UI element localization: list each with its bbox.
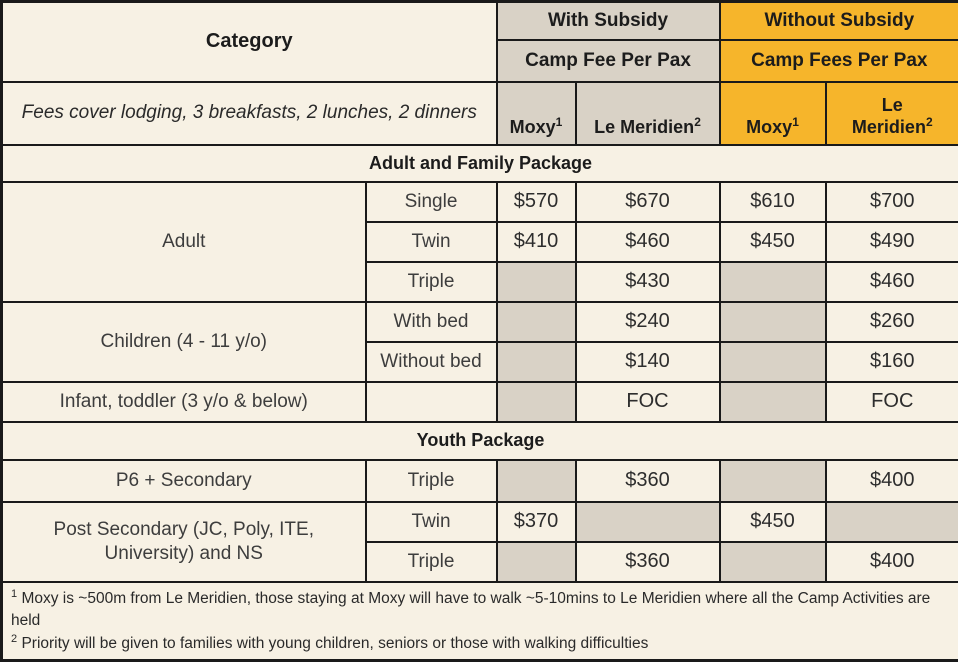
room-type-cell: Single [366,182,497,222]
unavailable-cell [720,542,826,582]
price-cell: $240 [576,302,720,342]
header-category: Category [2,2,497,82]
hotel-name-wrapped [845,95,940,137]
price-cell: $570 [497,182,576,222]
unavailable-cell [720,382,826,422]
unavailable-cell [497,460,576,502]
unavailable-cell [720,262,826,302]
group-label-children: Children (4 - 11 y/o) [2,302,366,382]
room-type-cell: Twin [366,222,497,262]
header-camp-fees-per-pax-no-subsidy: Camp Fees Per Pax [720,40,958,82]
footnote-line-1 [11,587,950,632]
footnote-marker: 2 [11,633,17,645]
price-cell: $360 [576,542,720,582]
price-cell: $610 [720,182,826,222]
footnote-marker: 2 [926,115,933,129]
price-cell: $400 [826,460,958,502]
header-without-subsidy: Without Subsidy [720,2,958,40]
footnote-marker: 1 [556,115,563,129]
hotel-name: Moxy [746,117,792,137]
section-youth-package: Youth Package [2,422,958,460]
unavailable-cell [497,542,576,582]
price-cell: FOC [826,382,958,422]
price-cell: $450 [720,222,826,262]
group-label-post-secondary: Post Secondary (JC, Poly, ITE, University) and NS [2,502,366,582]
room-type-cell: Without bed [366,342,497,382]
unavailable-cell [497,262,576,302]
footnote-line-2 [11,632,950,655]
price-cell: $400 [826,542,958,582]
unavailable-cell [497,342,576,382]
group-label-adult: Adult [2,182,366,302]
unavailable-cell [720,302,826,342]
price-cell: $160 [826,342,958,382]
column-moxy-no-subsidy [720,82,826,145]
footnote-text: Priority will be given to families with young children, seniors or those with walking difficulties [21,635,648,652]
price-cell: $360 [576,460,720,502]
price-cell: $410 [497,222,576,262]
footnote-marker: 1 [792,115,799,129]
footnote-marker: 1 [11,588,17,600]
footnote-marker: 2 [694,115,701,129]
column-moxy-subsidy [497,82,576,145]
header-camp-fee-per-pax-subsidy: Camp Fee Per Pax [497,40,720,82]
price-cell: FOC [576,382,720,422]
unavailable-cell [497,382,576,422]
price-cell: $460 [576,222,720,262]
room-type-cell: Triple [366,262,497,302]
price-cell: $260 [826,302,958,342]
section-adult-family-package: Adult and Family Package [2,145,958,182]
room-type-cell [366,382,497,422]
room-type-cell: With bed [366,302,497,342]
unavailable-cell [720,342,826,382]
unavailable-cell [720,460,826,502]
footnotes [2,582,958,661]
price-cell: $460 [826,262,958,302]
unavailable-cell [826,502,958,542]
price-cell: $370 [497,502,576,542]
group-label-infant: Infant, toddler (3 y/o & below) [2,382,366,422]
hotel-name: Le Meridien [594,117,694,137]
hotel-name: Le Meridien [852,95,926,137]
price-cell: $670 [576,182,720,222]
room-type-cell: Triple [366,542,497,582]
column-le-meridien-no-subsidy [826,82,958,145]
group-label-p6-secondary: P6 + Secondary [2,460,366,502]
hotel-name: Moxy [510,117,556,137]
price-cell: $450 [720,502,826,542]
room-type-cell: Triple [366,460,497,502]
price-cell: $700 [826,182,958,222]
fees-inclusion-note: Fees cover lodging, 3 breakfasts, 2 lunches, 2 dinners [2,82,497,145]
price-cell: $430 [576,262,720,302]
price-cell: $490 [826,222,958,262]
unavailable-cell [497,302,576,342]
header-with-subsidy: With Subsidy [497,2,720,40]
room-type-cell: Twin [366,502,497,542]
price-cell: $140 [576,342,720,382]
column-le-meridien-subsidy [576,82,720,145]
unavailable-cell [576,502,720,542]
footnote-text: Moxy is ~500m from Le Meridien, those staying at Moxy will have to walk ~5-10mins to Le Meridien where all the Camp Activities are held [11,590,930,629]
